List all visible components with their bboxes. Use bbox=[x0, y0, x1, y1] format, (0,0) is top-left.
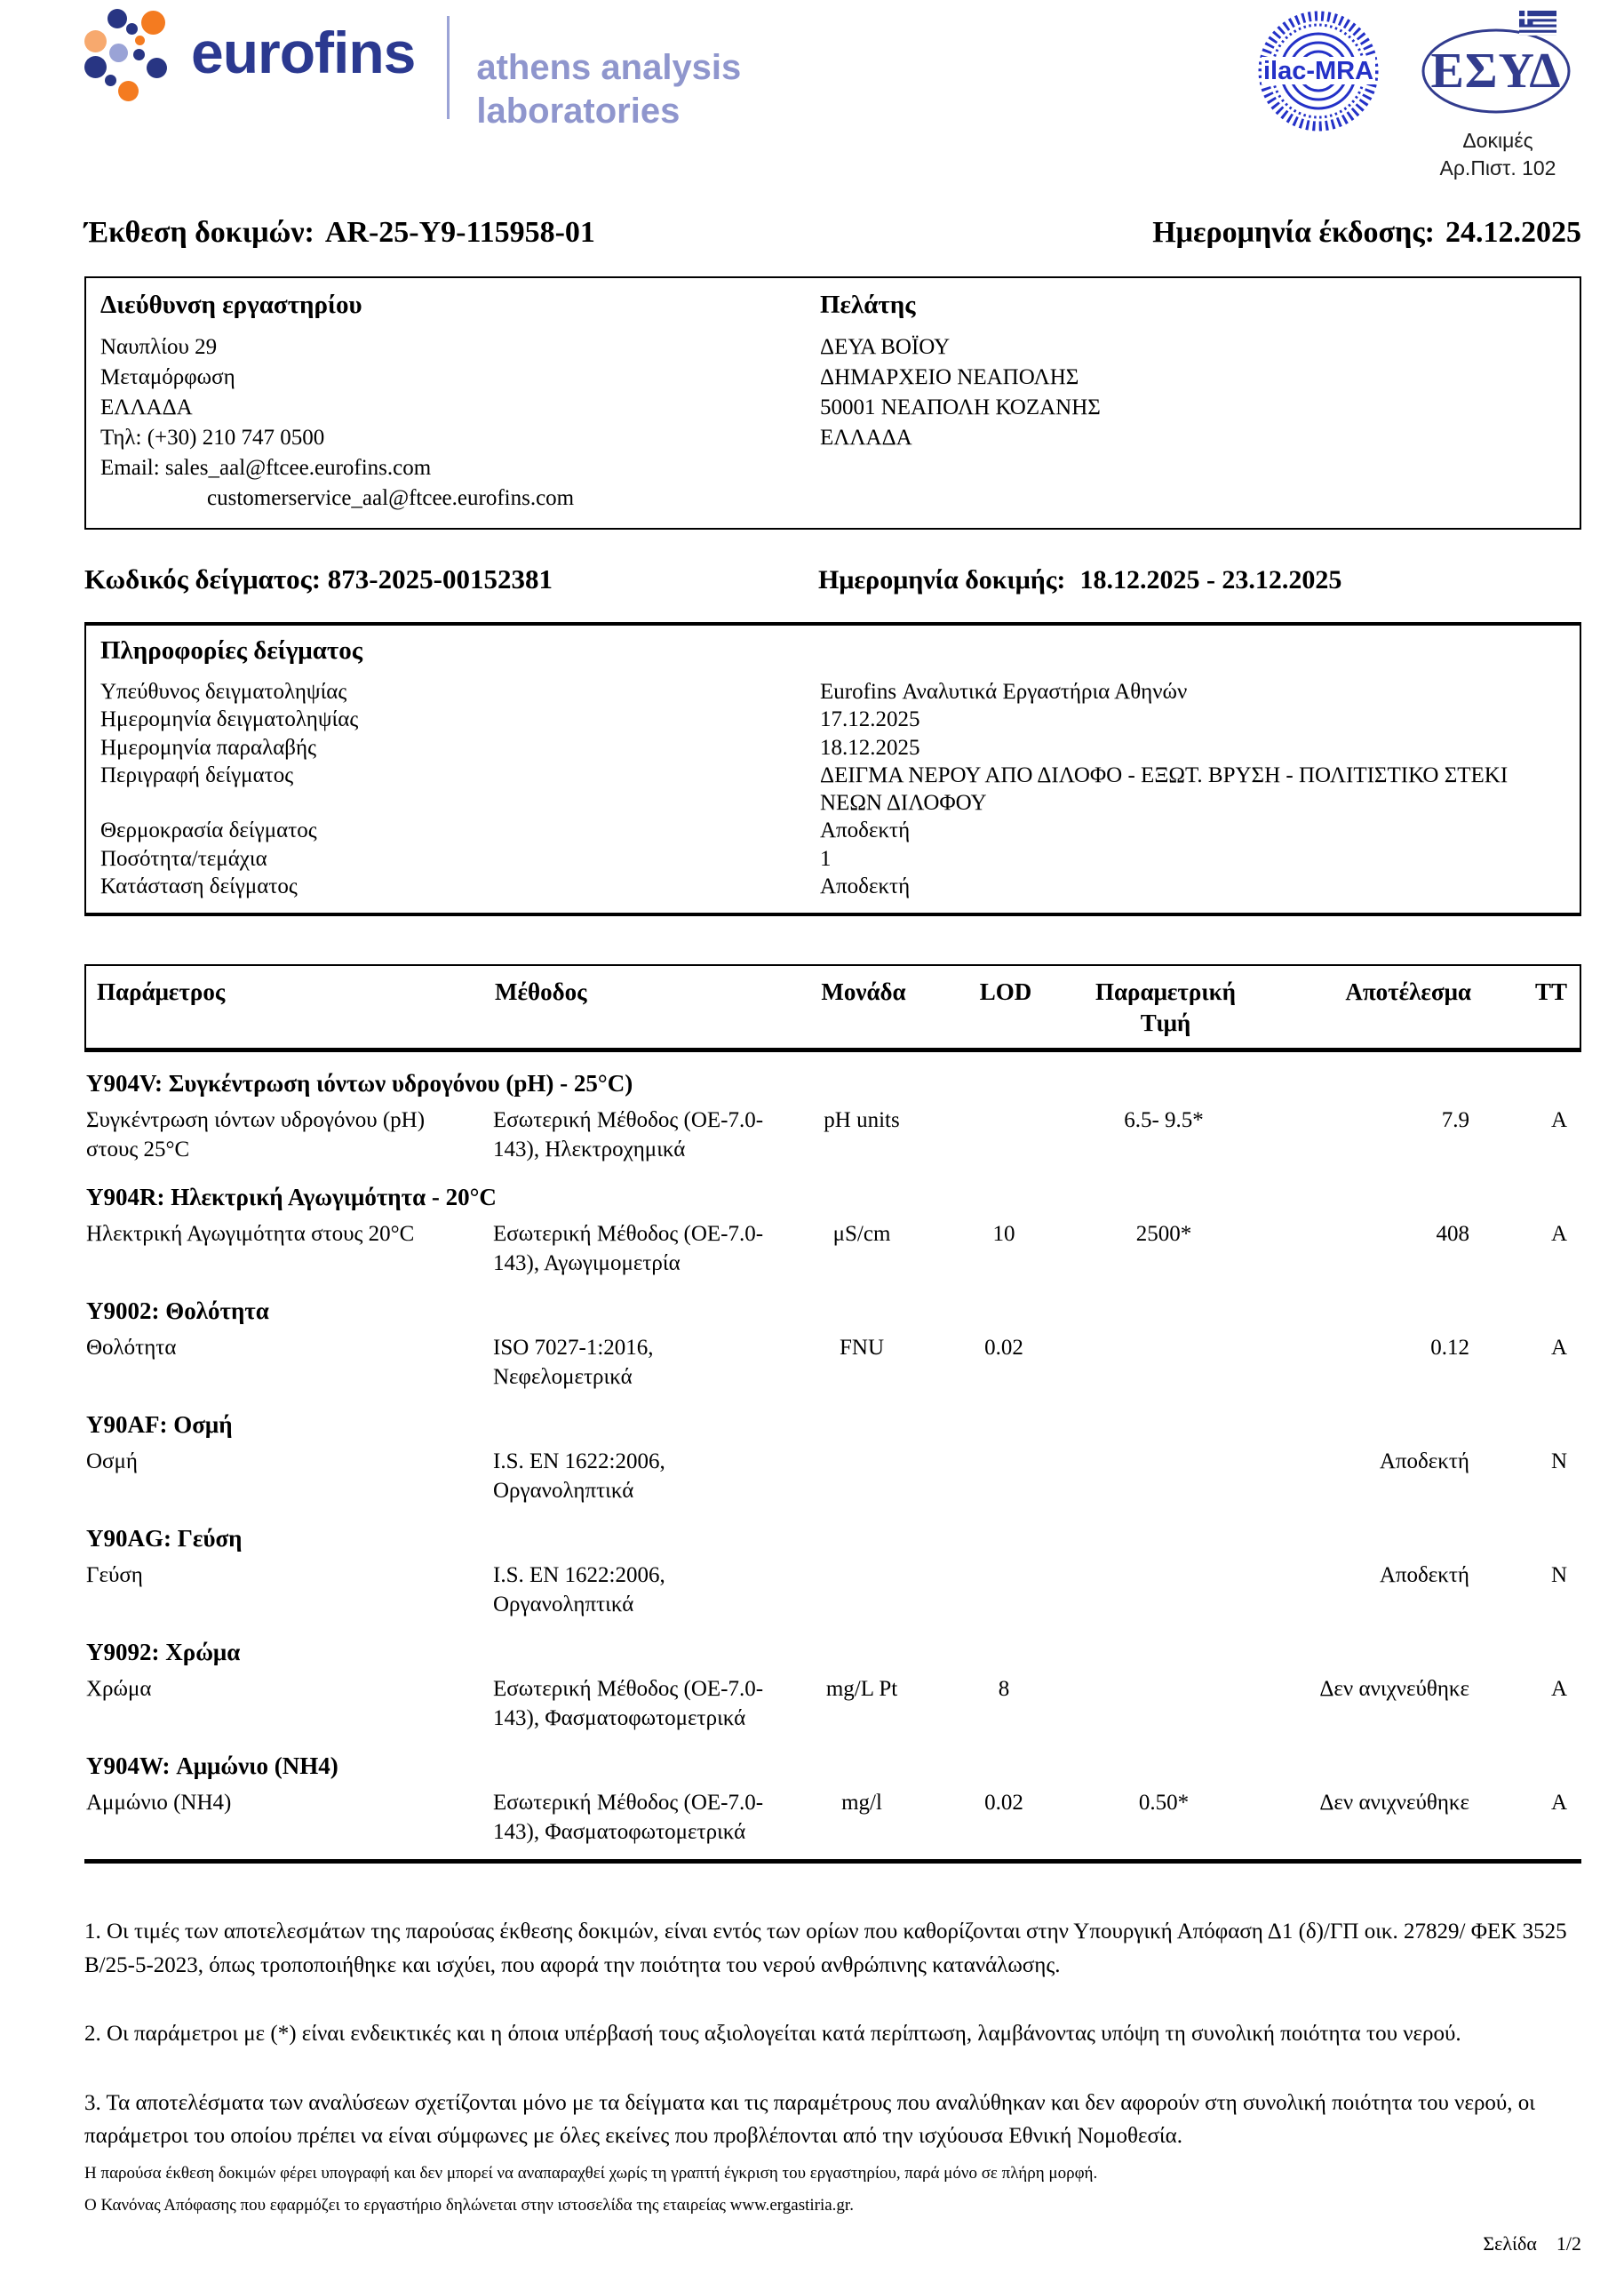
info-label: Θερμοκρασία δείγματος bbox=[100, 818, 317, 843]
sample-code-value: 873-2025-00152381 bbox=[327, 563, 553, 595]
group-title: Y904V: Συγκέντρωση ιόντων υδρογόνου (pH) - 25°C) bbox=[86, 1070, 633, 1098]
unit-cell: FNU bbox=[839, 1336, 884, 1361]
ilac-mra-text: ilac-MRA bbox=[1262, 57, 1374, 85]
lod-cell bbox=[937, 1106, 1071, 1164]
parametric-value-cell bbox=[1071, 1448, 1257, 1505]
brand-name: eurofins bbox=[191, 20, 416, 85]
address-box bbox=[84, 276, 1581, 530]
lod-cell: 0.02 bbox=[984, 1336, 1023, 1361]
sample-info-row bbox=[100, 762, 1564, 818]
issue-date-label: Ημερομηνία έκδοσης: bbox=[1152, 216, 1435, 250]
report-title-label: Έκθεση δοκιμών: bbox=[84, 216, 314, 250]
page-number bbox=[1483, 2232, 1581, 2255]
info-label: Ημερομηνία δειγματοληψίας bbox=[100, 707, 359, 732]
esyd-text: ΕΣΥΔ bbox=[1430, 44, 1562, 99]
lab-address-line: Μεταμόρφωση bbox=[100, 365, 235, 390]
footer-disclaimer bbox=[84, 2158, 1581, 2222]
title-row bbox=[84, 216, 1581, 250]
result-cell: Δεν ανιχνεύθηκε bbox=[1319, 1677, 1469, 1702]
result-cell: Αποδεκτή bbox=[1379, 1449, 1469, 1474]
parametric-value-cell: 2500* bbox=[1135, 1222, 1192, 1247]
sample-info-row bbox=[100, 706, 1564, 733]
sample-info-row bbox=[100, 817, 1564, 844]
lod-cell bbox=[937, 1448, 1071, 1505]
sample-info-row bbox=[100, 873, 1564, 900]
header-tt: TT bbox=[1534, 978, 1567, 1006]
header-parameter: Παράμετρος bbox=[97, 978, 226, 1006]
lab-subbrand bbox=[476, 46, 741, 133]
result-cell: Αποδεκτή bbox=[1379, 1563, 1469, 1588]
unit-cell: mg/L Pt bbox=[825, 1677, 898, 1702]
lab-email-secondary: customerservice_aal@ftcee.eurofins.com bbox=[207, 486, 575, 511]
sample-code-label: Κωδικός δείγματος: bbox=[84, 563, 322, 595]
parametric-value-cell bbox=[1071, 1561, 1257, 1619]
esyd-block bbox=[1418, 9, 1578, 182]
param-cell: Οσμή bbox=[86, 1449, 139, 1474]
result-row bbox=[84, 1554, 1581, 1621]
footer-line2: Ο Κανόνας Απόφασης που εφαρμόζει το εργαστήριο δηλώνεται στην ιστοσελίδα της εταιρείας www.ergastiria.gr. bbox=[84, 2196, 854, 2215]
tt-cell: N bbox=[1550, 1449, 1567, 1474]
client-line: ΔΗΜΑΡΧΕΙΟ ΝΕΑΠΟΛΗΣ bbox=[820, 365, 1079, 390]
param-cell: Συγκέντρωση ιόντων υδρογόνου (pH) στους 25°C bbox=[86, 1108, 426, 1161]
client-line: ΔΕΥΑ ΒΟΪΟΥ bbox=[820, 335, 951, 360]
group-title: Y904R: Ηλεκτρική Αγωγιμότητα - 20°C bbox=[86, 1184, 497, 1211]
subbrand-line2: laboratories bbox=[476, 91, 681, 131]
header-unit: Μονάδα bbox=[821, 978, 906, 1006]
note-3: 3. Τα αποτελέσματα των αναλύσεων σχετίζονται μόνο με τα δείγματα και τις παραμέτρους που αναλύθηκαν και δεν αφορούν στη συνολική ποιότητα του νερού, οι παράμετροι του οποίου πρέπει να είναι σύμφωνες με όλες εκείνες που προβλέπονται από την ισχύουσα Εθνική Νομοθεσία. bbox=[84, 2090, 1536, 2149]
lod-cell: 0.02 bbox=[984, 1791, 1023, 1816]
result-row bbox=[84, 1213, 1581, 1280]
sample-info-row bbox=[100, 678, 1564, 706]
lab-email-primary: Email: sales_aal@ftcee.eurofins.com bbox=[100, 456, 432, 481]
result-row bbox=[84, 1782, 1581, 1848]
info-value: 18.12.2025 bbox=[820, 735, 920, 760]
lod-cell: 8 bbox=[998, 1677, 1010, 1702]
header-result: Αποτέλεσμα bbox=[1345, 978, 1471, 1006]
group-title: Y9092: Χρώμα bbox=[86, 1639, 241, 1666]
note-2: 2. Οι παράμετροι με (*) είναι ενδεικτικές και η όποια υπέρβασή τους αξιολογείται κατά περίπτωση, λαμβάνοντας υπόψη τη συνολική ποιότητα του νερού. bbox=[84, 2022, 1461, 2047]
lab-address bbox=[100, 291, 820, 514]
client-heading: Πελάτης bbox=[820, 291, 916, 320]
notes-section bbox=[84, 1915, 1581, 2153]
sample-code bbox=[84, 563, 818, 595]
greek-flag-icon bbox=[1519, 11, 1556, 36]
sample-code-row bbox=[84, 563, 1581, 595]
group-title: Y904W: Αμμώνιο (NH4) bbox=[86, 1752, 338, 1780]
test-date-value: 18.12.2025 - 23.12.2025 bbox=[1079, 565, 1342, 595]
unit-cell bbox=[786, 1448, 937, 1505]
param-cell: Χρώμα bbox=[86, 1677, 152, 1702]
info-value: 17.12.2025 bbox=[820, 707, 920, 732]
method-cell: Εσωτερική Μέθοδος (ΟΕ-7.0-143), Φασματοφωτομετρικά bbox=[493, 1677, 764, 1730]
tt-cell: A bbox=[1550, 1222, 1567, 1247]
group-title: Y90AG: Γεύση bbox=[86, 1525, 243, 1553]
client-line: 50001 ΝΕΑΠΟΛΗ ΚΟΖΑΝΗΣ bbox=[820, 395, 1101, 420]
table-header-row bbox=[84, 964, 1581, 1052]
tt-cell: A bbox=[1550, 1791, 1567, 1816]
info-value: Eurofins Αναλυτικά Εργαστήρια Αθηνών bbox=[820, 680, 1188, 705]
issue-date-value: 24.12.2025 bbox=[1445, 216, 1581, 250]
group-title: Y90AF: Οσμή bbox=[86, 1411, 233, 1439]
parametric-value-cell: 0.50* bbox=[1138, 1791, 1190, 1816]
unit-cell: μS/cm bbox=[832, 1222, 891, 1247]
issue-date bbox=[1152, 216, 1581, 250]
eurofins-dots-icon bbox=[84, 9, 173, 108]
param-cell: Γεύση bbox=[86, 1563, 143, 1588]
method-cell: Εσωτερική Μέθοδος (ΟΕ-7.0-143), Αγωγιμομετρία bbox=[493, 1222, 764, 1275]
note-1: 1. Οι τιμές των αποτελεσμάτων της παρούσας έκθεσης δοκιμών, είναι εντός των ορίων που καθορίζονται στην Υπουργική Απόφαση Δ1 (δ)/ΓΠ οικ. 27829/ ΦΕΚ 3525 Β/25-5-2023, όπως τροποποιήθηκε και ισχύει, που αφορά την ποιότητα του νερού ανθρώπινης κατανάλωσης. bbox=[84, 1920, 1567, 1977]
tt-cell: A bbox=[1550, 1108, 1567, 1133]
parametric-value-cell bbox=[1071, 1334, 1257, 1392]
param-cell: Θολότητα bbox=[86, 1336, 177, 1361]
tt-cell: A bbox=[1550, 1677, 1567, 1702]
info-label: Περιγραφή δείγματος bbox=[100, 762, 294, 787]
info-label: Ποσότητα/τεμάχια bbox=[100, 846, 267, 871]
footer-line1: Η παρούσα έκθεση δοκιμών φέρει υπογραφή και δεν μπορεί να αναπαραχθεί χωρίς τη γραπτή έγκριση του εργαστηρίου, παρά μόνο σε πλήρη μορφή. bbox=[84, 2164, 1098, 2183]
method-cell: Εσωτερική Μέθοδος (ΟΕ-7.0-143), Ηλεκτροχημικά bbox=[493, 1108, 764, 1161]
tt-cell: A bbox=[1550, 1336, 1567, 1361]
param-cell: Ηλεκτρική Αγωγιμότητα στους 20°C bbox=[86, 1222, 415, 1247]
result-cell: 408 bbox=[1436, 1222, 1469, 1247]
result-cell: 7.9 bbox=[1441, 1108, 1469, 1133]
esyd-seal-icon bbox=[1418, 9, 1578, 122]
page-header bbox=[0, 0, 1624, 182]
header-method: Μέθοδος bbox=[495, 978, 587, 1006]
unit-cell bbox=[786, 1561, 937, 1619]
client-line: ΕΛΛΑΔΑ bbox=[820, 426, 912, 451]
cert-number: Αρ.Πιστ. 102 bbox=[1439, 156, 1556, 180]
lab-phone: Τηλ: (+30) 210 747 0500 bbox=[100, 426, 325, 451]
result-row bbox=[84, 1099, 1581, 1166]
result-cell: 0.12 bbox=[1430, 1336, 1469, 1361]
client-address bbox=[820, 291, 1564, 514]
parametric-value-cell bbox=[1071, 1675, 1257, 1733]
sample-info-row bbox=[100, 734, 1564, 762]
lab-address-line: Ναυπλίου 29 bbox=[100, 335, 218, 360]
method-cell: I.S. EN 1622:2006, Οργανοληπτικά bbox=[493, 1449, 665, 1503]
group-title: Y9002: Θολότητα bbox=[86, 1297, 269, 1325]
lab-address-heading: Διεύθυνση εργαστηρίου bbox=[100, 291, 362, 320]
info-value: 1 bbox=[820, 846, 832, 871]
unit-cell: mg/l bbox=[841, 1791, 882, 1816]
header-parametric-value: Παραμετρική Τιμή bbox=[1095, 978, 1237, 1037]
unit-cell: pH units bbox=[824, 1108, 900, 1133]
eurofins-logo bbox=[84, 9, 741, 133]
tt-cell: N bbox=[1550, 1563, 1567, 1588]
logo-divider bbox=[447, 16, 450, 119]
results-table bbox=[84, 964, 1581, 1864]
parametric-value-cell: 6.5- 9.5* bbox=[1124, 1108, 1204, 1133]
lod-cell: 10 bbox=[992, 1222, 1015, 1247]
page-number-value: 1/2 bbox=[1556, 2232, 1581, 2255]
lab-address-line: ΕΛΛΑΔΑ bbox=[100, 395, 193, 420]
result-row bbox=[84, 1668, 1581, 1735]
info-value: ΔΕΙΓΜΑ ΝΕΡΟΥ ΑΠΟ ΔΙΛΟΦΟ - ΕΞΩΤ. ΒΡΥΣΗ - ΠΟΛΙΤΙΣΤΙΚΟ ΣΤΕΚΙ ΝΕΩΝ ΔΙΛΟΦΟΥ bbox=[820, 762, 1509, 816]
header-lod: LOD bbox=[979, 978, 1032, 1006]
certification-text bbox=[1418, 127, 1578, 182]
subbrand-line1: athens analysis bbox=[476, 48, 742, 87]
lod-cell bbox=[937, 1561, 1071, 1619]
result-row bbox=[84, 1441, 1581, 1507]
report-title bbox=[84, 216, 595, 250]
method-cell: I.S. EN 1622:2006, Οργανοληπτικά bbox=[493, 1563, 665, 1616]
sample-info-box bbox=[84, 622, 1581, 916]
info-label: Κατάσταση δείγματος bbox=[100, 874, 298, 898]
accreditation-logos bbox=[1256, 9, 1578, 182]
result-row bbox=[84, 1327, 1581, 1393]
method-cell: ISO 7027-1:2016, Νεφελομετρικά bbox=[493, 1336, 654, 1389]
page-number-label: Σελίδα bbox=[1483, 2232, 1537, 2255]
method-cell: Εσωτερική Μέθοδος (ΟΕ-7.0-143), Φασματοφωτομετρικά bbox=[493, 1791, 764, 1844]
info-label: Ημερομηνία παραλαβής bbox=[100, 735, 316, 760]
test-date bbox=[818, 565, 1581, 595]
info-value: Αποδεκτή bbox=[820, 874, 911, 898]
param-cell: Αμμώνιο (NH4) bbox=[86, 1791, 232, 1816]
ilac-mra-seal-icon bbox=[1256, 9, 1381, 138]
report-number: AR-25-Y9-115958-01 bbox=[324, 216, 595, 250]
sample-info-row bbox=[100, 845, 1564, 873]
sample-info-heading: Πληροφορίες δείγματος bbox=[100, 636, 362, 666]
info-label: Υπεύθυνος δειγματοληψίας bbox=[100, 680, 347, 705]
result-cell: Δεν ανιχνεύθηκε bbox=[1319, 1791, 1469, 1816]
info-value: Αποδεκτή bbox=[820, 818, 911, 843]
cert-type: Δοκιμές bbox=[1462, 129, 1533, 152]
test-date-label: Ημερομηνία δοκιμής: bbox=[818, 565, 1066, 595]
